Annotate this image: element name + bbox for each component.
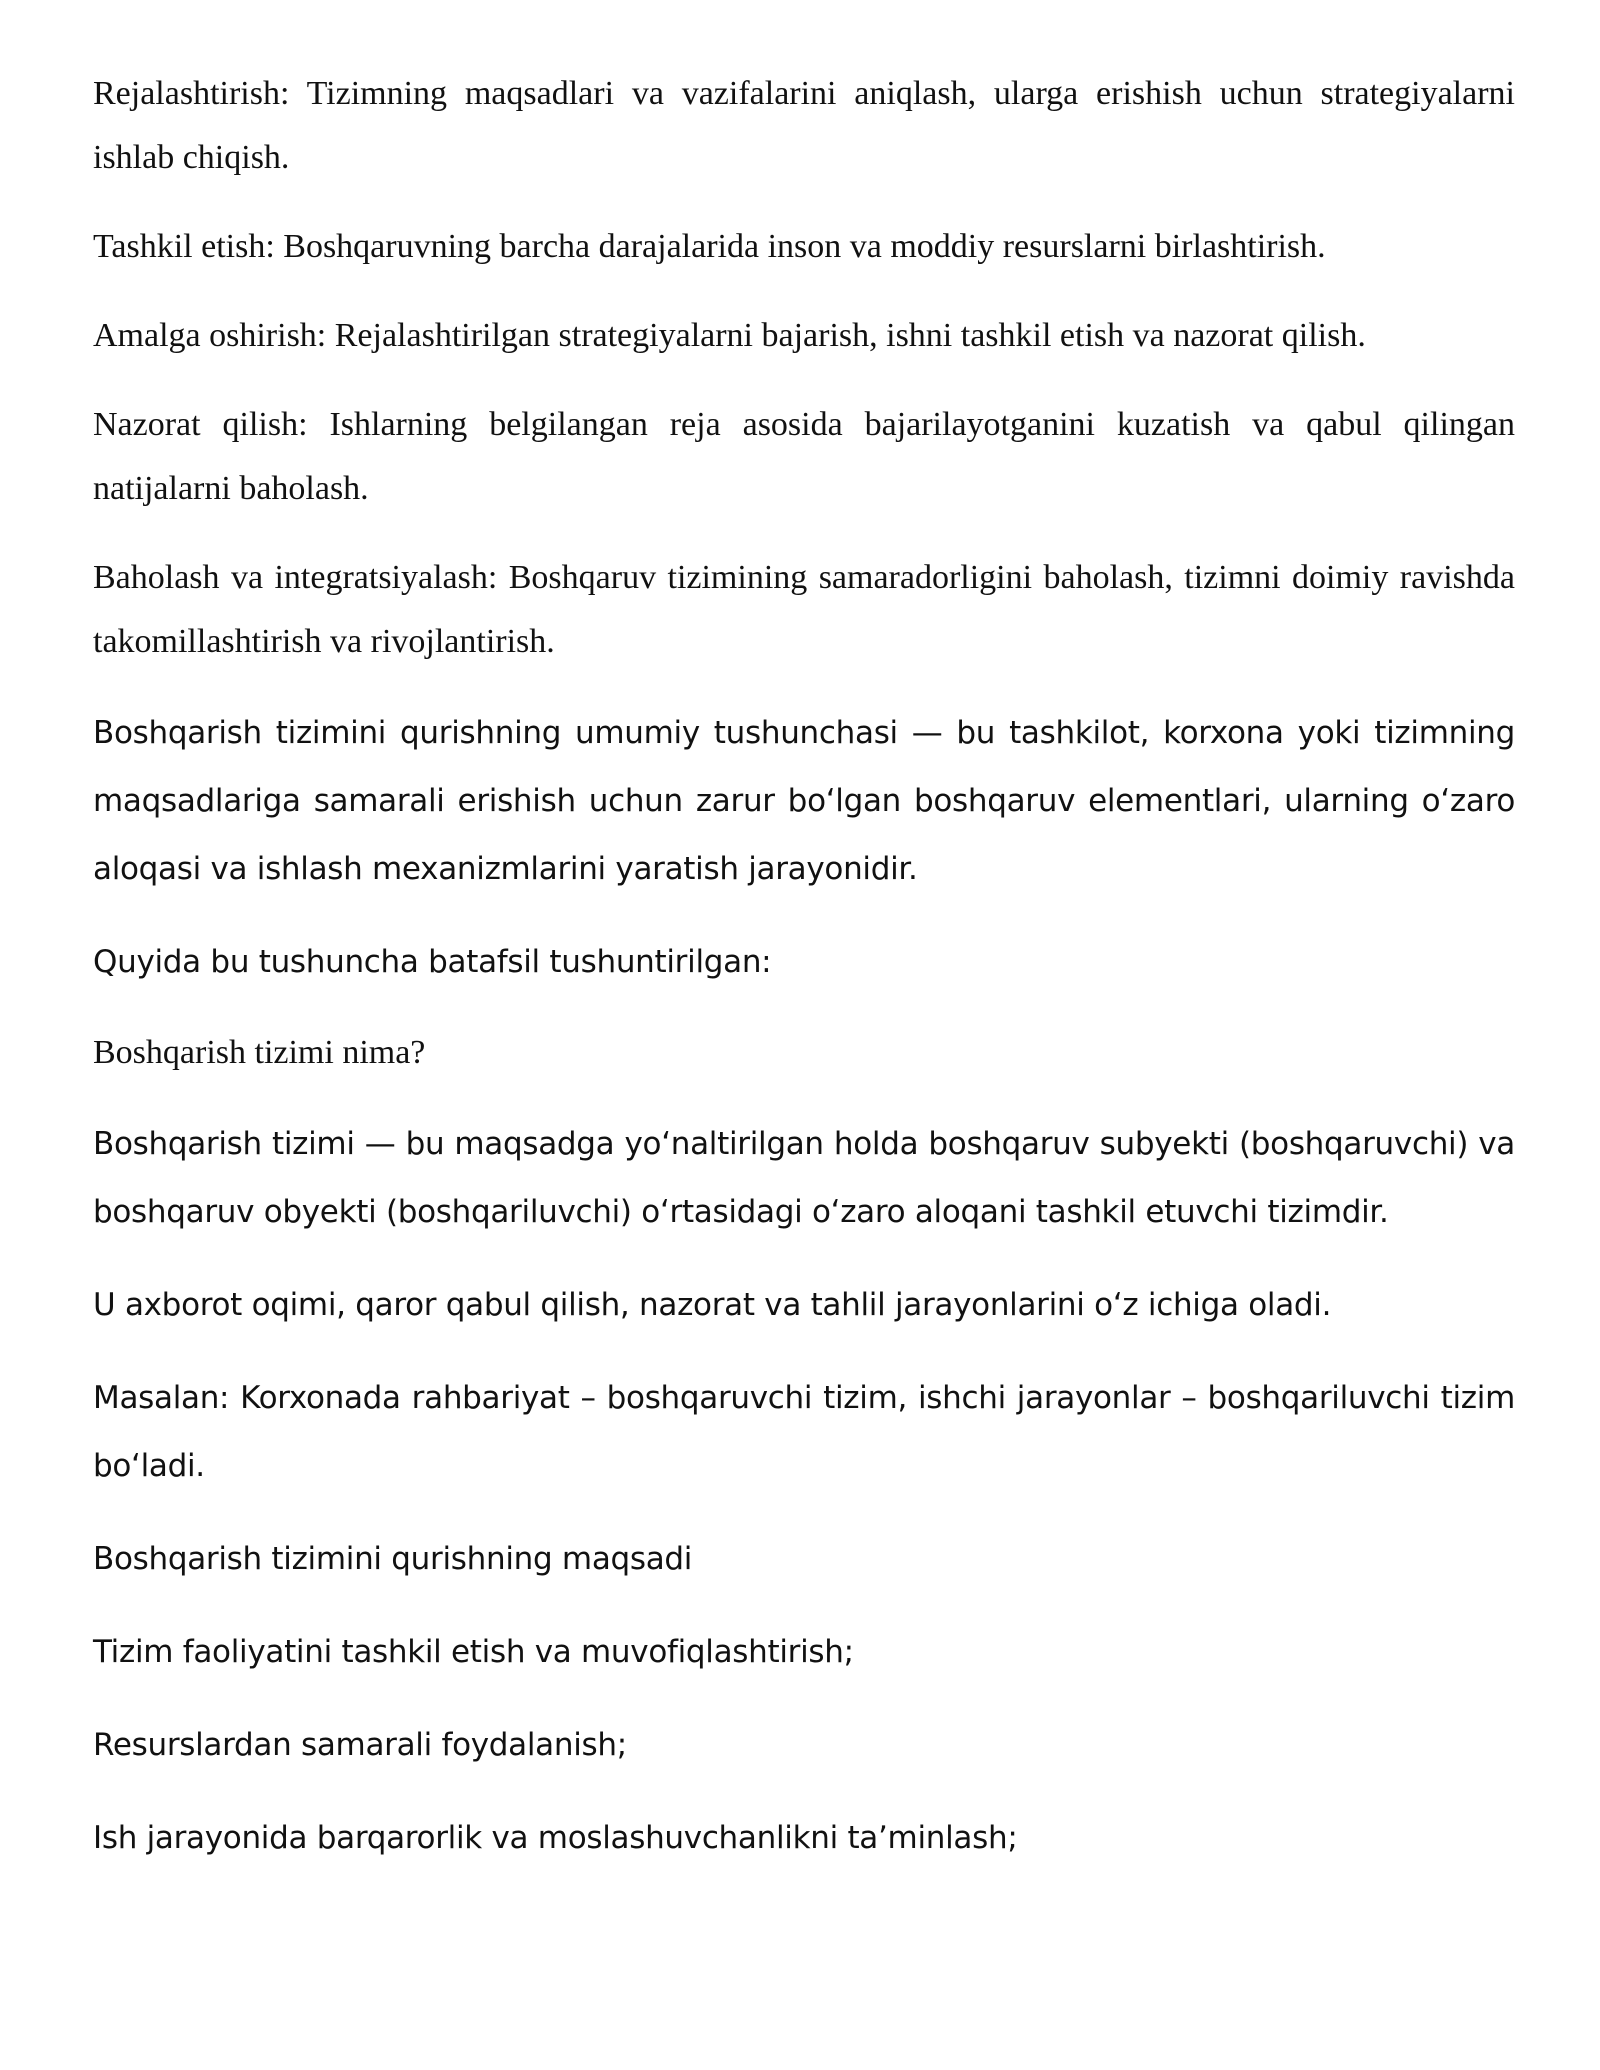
paragraph-amalga-oshirish: Amalga oshirish: Rejalashtirilgan strategiyalarni bajarish, ishni tashkil etish va nazorat qilish. (93, 317, 1366, 354)
list-item-muvofiqlashtirish: Tizim faoliyatini tashkil etish va muvofiqlashtirish; (93, 1634, 854, 1670)
paragraph-quyida: Quyida bu tushuncha batafsil tushuntirilgan: (93, 944, 772, 980)
heading-maqsadi: Boshqarish tizimini qurishning maqsadi (93, 1541, 693, 1577)
document-page (93, 62, 1515, 1897)
list-item-barqarorlik: Ish jarayonida barqarorlik va moslashuvchanlikni ta’minlash; (93, 1820, 1018, 1856)
heading-boshqarish-tizimi-nima: Boshqarish tizimi nima? (93, 1034, 426, 1071)
paragraph-masalan: Masalan: Korxonada rahbariyat – boshqaruvchi tizim, ishchi jarayonlar – boshqariluvchi tizim boʻladi. (93, 1380, 1515, 1484)
paragraph-rejalashtirish: Rejalashtirish: Tizimning maqsadlari va vazifalarini aniqlash, ularga erishish uchun strategiyalarni ishlab chiqish. (93, 75, 1515, 176)
paragraph-axborot-oqimi: U axborot oqimi, qaror qabul qilish, nazorat va tahlil jarayonlarini oʻz ichiga oladi. (93, 1287, 1332, 1323)
paragraph-baholash: Baholash va integratsiyalash: Boshqaruv tizimining samaradorligini baholash, tizimni doimiy ravishda takomillashtirish va rivojlantirish. (93, 559, 1515, 660)
paragraph-umumiy-tushuncha: Boshqarish tizimini qurishning umumiy tushunchasi — bu tashkilot, korxona yoki tizimning maqsadlariga samarali erishish uchun zarur boʻlgan boshqaruv elementlari, ularning oʻzaro aloqasi va ishlash mexanizmlarini yaratish jarayonidir. (93, 715, 1515, 887)
list-item-resurslardan: Resurslardan samarali foydalanish; (93, 1727, 627, 1763)
paragraph-boshqarish-tizimi-definition: Boshqarish tizimi — bu maqsadga yoʻnaltirilgan holda boshqaruv subyekti (boshqaruvchi) va boshqaruv obyekti (boshqariluvchi) oʻrtasidagi oʻzaro aloqani tashkil etuvchi tizimdir. (93, 1126, 1515, 1230)
paragraph-nazorat-qilish: Nazorat qilish: Ishlarning belgilangan reja asosida bajarilayotganini kuzatish va qabul qilingan natijalarni baholash. (93, 406, 1515, 507)
paragraph-tashkil-etish: Tashkil etish: Boshqaruvning barcha darajalarida inson va moddiy resurslarni birlashtirish. (93, 228, 1326, 265)
